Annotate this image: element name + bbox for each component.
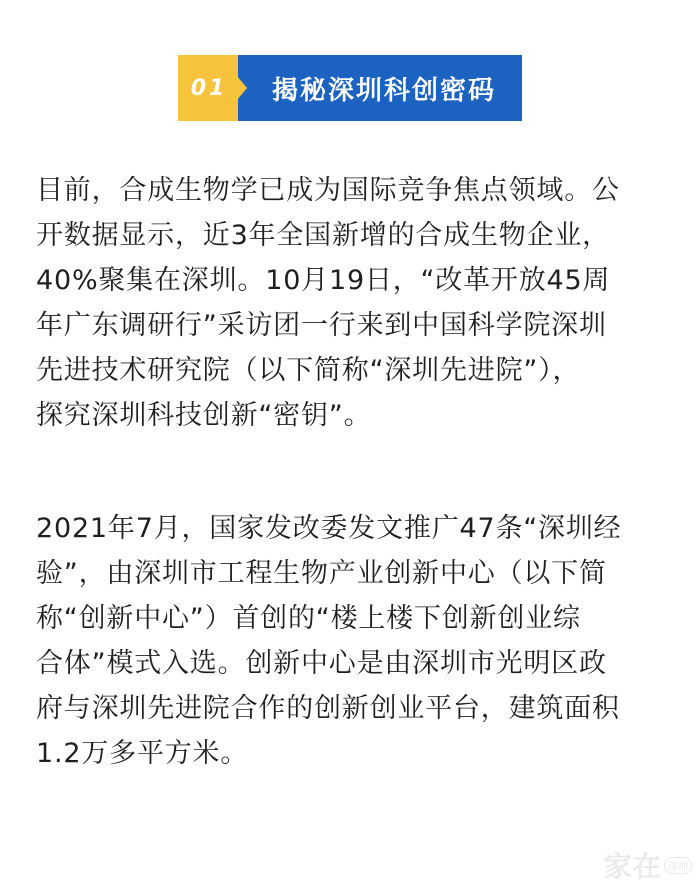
- watermark-mark: 家在: [603, 850, 662, 883]
- watermark-sub: 深圳: [664, 857, 692, 874]
- section-header-banner: [178, 55, 522, 121]
- article-body: [36, 168, 676, 776]
- article-paragraph: 目前，合成生物学已成为国际竞争焦点领域。公 开数据显示，近3年全国新增的合成生物企业， 40%聚集在深圳。10月19日，“改革开放45周 年广东调研行”采访团一行来到中国科学院深圳 先进技术研究院（以下简称“深圳先进院”）， 探究深圳科技创新“密钥”。: [36, 175, 620, 431]
- section-number: 01: [190, 75, 228, 101]
- section-title: 揭秘深圳科创密码: [271, 75, 496, 106]
- section-title-box: [238, 55, 522, 121]
- arrow-right-icon: [237, 76, 247, 100]
- watermark-logo: [604, 845, 692, 885]
- section-number-badge: [178, 55, 238, 121]
- article-paragraph: 2021年7月，国家发改委发文推广47条“深圳经 验”，由深圳市工程生物产业创新中心（以下简 称“创新中心”）首创的“楼上楼下创新创业综 合体”模式入选。创新中心是由深圳市光明区政 府与深圳先进院合作的创新创业平台，建筑面积 1.2万多平方米。: [36, 513, 622, 769]
